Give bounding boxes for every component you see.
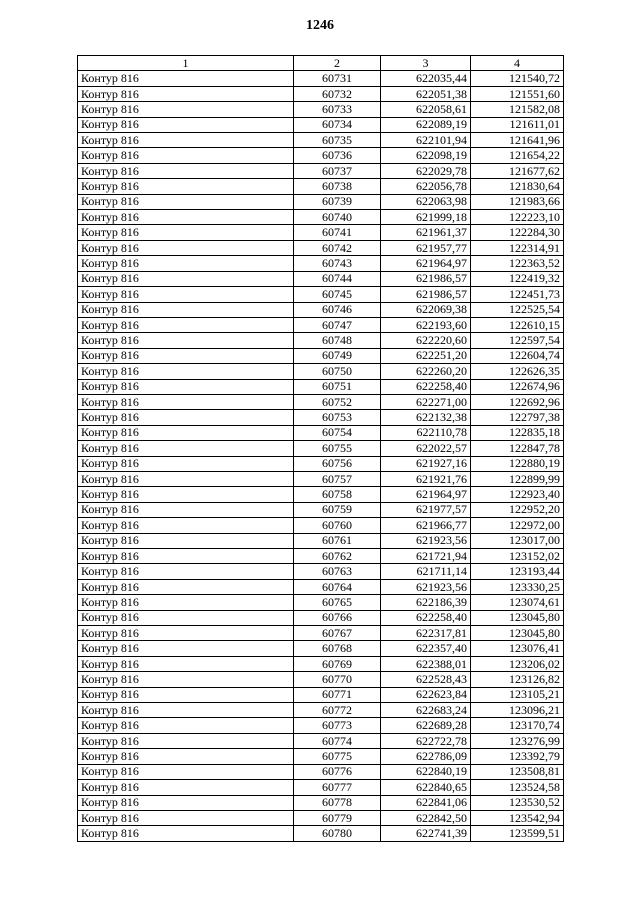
contour-name-cell: Контур 816: [78, 102, 294, 117]
y-coordinate-cell: 123193,44: [471, 564, 564, 579]
table-row: [78, 826, 564, 841]
point-number-cell: 60732: [294, 86, 381, 101]
x-coordinate-cell: 622132,38: [381, 410, 471, 425]
point-number-cell: 60743: [294, 256, 381, 271]
y-coordinate-cell: 122899,99: [471, 471, 564, 486]
point-number-cell: 60755: [294, 441, 381, 456]
contour-name-cell: Контур 816: [78, 210, 294, 225]
point-number-cell: 60760: [294, 518, 381, 533]
table-row: [78, 287, 564, 302]
x-coordinate-cell: 622528,43: [381, 672, 471, 687]
table-row: [78, 749, 564, 764]
y-coordinate-cell: 123152,02: [471, 549, 564, 564]
y-coordinate-cell: 122419,32: [471, 271, 564, 286]
y-coordinate-cell: 122597,54: [471, 333, 564, 348]
y-coordinate-cell: 121677,62: [471, 163, 564, 178]
x-coordinate-cell: 622058,61: [381, 102, 471, 117]
contour-name-cell: Контур 816: [78, 71, 294, 86]
x-coordinate-cell: 621923,56: [381, 533, 471, 548]
table-row: [78, 810, 564, 825]
contour-name-cell: Контур 816: [78, 225, 294, 240]
table-row: [78, 733, 564, 748]
point-number-cell: 60749: [294, 348, 381, 363]
point-number-cell: 60763: [294, 564, 381, 579]
x-coordinate-cell: 622786,09: [381, 749, 471, 764]
y-coordinate-cell: 122847,78: [471, 441, 564, 456]
point-number-cell: 60752: [294, 394, 381, 409]
table-row: [78, 194, 564, 209]
contour-name-cell: Контур 816: [78, 410, 294, 425]
table-header-row: [78, 56, 564, 71]
contour-name-cell: Контур 816: [78, 287, 294, 302]
table-row: [78, 271, 564, 286]
y-coordinate-cell: 121983,66: [471, 194, 564, 209]
contour-name-cell: Контур 816: [78, 117, 294, 132]
x-coordinate-cell: 621721,94: [381, 549, 471, 564]
table-row: [78, 502, 564, 517]
y-coordinate-cell: 122451,73: [471, 287, 564, 302]
table-row: [78, 672, 564, 687]
contour-name-cell: Контур 816: [78, 564, 294, 579]
x-coordinate-cell: 621711,14: [381, 564, 471, 579]
y-coordinate-cell: 122363,52: [471, 256, 564, 271]
table-row: [78, 333, 564, 348]
x-coordinate-cell: 621964,97: [381, 256, 471, 271]
contour-name-cell: Контур 816: [78, 471, 294, 486]
x-coordinate-cell: 622840,19: [381, 764, 471, 779]
y-coordinate-cell: 123524,58: [471, 780, 564, 795]
x-coordinate-cell: 622186,39: [381, 595, 471, 610]
y-coordinate-cell: 122674,96: [471, 379, 564, 394]
x-coordinate-cell: 621986,57: [381, 271, 471, 286]
y-coordinate-cell: 123276,99: [471, 733, 564, 748]
point-number-cell: 60748: [294, 333, 381, 348]
column-header-3: 3: [381, 56, 471, 71]
x-coordinate-cell: 622089,19: [381, 117, 471, 132]
contour-name-cell: Контур 816: [78, 749, 294, 764]
table-body: [78, 71, 564, 841]
page-number: 1246: [306, 18, 334, 33]
table-row: [78, 225, 564, 240]
contour-name-cell: Контур 816: [78, 595, 294, 610]
table-row: [78, 718, 564, 733]
table-row: [78, 425, 564, 440]
point-number-cell: 60734: [294, 117, 381, 132]
table-row: [78, 703, 564, 718]
x-coordinate-cell: 621921,76: [381, 471, 471, 486]
point-number-cell: 60751: [294, 379, 381, 394]
x-coordinate-cell: 621927,16: [381, 456, 471, 471]
y-coordinate-cell: 123330,25: [471, 579, 564, 594]
table-row: [78, 256, 564, 271]
point-number-cell: 60739: [294, 194, 381, 209]
contour-name-cell: Контур 816: [78, 672, 294, 687]
point-number-cell: 60741: [294, 225, 381, 240]
y-coordinate-cell: 122314,91: [471, 240, 564, 255]
point-number-cell: 60767: [294, 626, 381, 641]
contour-name-cell: Контур 816: [78, 86, 294, 101]
table-row: [78, 148, 564, 163]
contour-name-cell: Контур 816: [78, 502, 294, 517]
table-row: [78, 302, 564, 317]
x-coordinate-cell: 622842,50: [381, 810, 471, 825]
table-row: [78, 71, 564, 86]
table-row: [78, 441, 564, 456]
y-coordinate-cell: 121582,08: [471, 102, 564, 117]
table-row: [78, 626, 564, 641]
x-coordinate-cell: 622357,40: [381, 641, 471, 656]
point-number-cell: 60777: [294, 780, 381, 795]
table-row: [78, 595, 564, 610]
point-number-cell: 60757: [294, 471, 381, 486]
contour-name-cell: Контур 816: [78, 456, 294, 471]
contour-name-cell: Контур 816: [78, 487, 294, 502]
y-coordinate-cell: 123508,81: [471, 764, 564, 779]
table-row: [78, 656, 564, 671]
x-coordinate-cell: 622840,65: [381, 780, 471, 795]
table-row: [78, 780, 564, 795]
contour-name-cell: Контур 816: [78, 364, 294, 379]
table-row: [78, 163, 564, 178]
x-coordinate-cell: 622063,98: [381, 194, 471, 209]
y-coordinate-cell: 121551,60: [471, 86, 564, 101]
table-row: [78, 471, 564, 486]
x-coordinate-cell: 622051,38: [381, 86, 471, 101]
table-row: [78, 533, 564, 548]
y-coordinate-cell: 122525,54: [471, 302, 564, 317]
point-number-cell: 60770: [294, 672, 381, 687]
contour-name-cell: Контур 816: [78, 348, 294, 363]
contour-name-cell: Контур 816: [78, 379, 294, 394]
table-row: [78, 86, 564, 101]
table-row: [78, 102, 564, 117]
x-coordinate-cell: 622101,94: [381, 133, 471, 148]
y-coordinate-cell: 123392,79: [471, 749, 564, 764]
contour-name-cell: Контур 816: [78, 656, 294, 671]
table-row: [78, 348, 564, 363]
table-row: [78, 317, 564, 332]
point-number-cell: 60775: [294, 749, 381, 764]
column-header-2: 2: [294, 56, 381, 71]
contour-name-cell: Контур 816: [78, 764, 294, 779]
table-row: [78, 641, 564, 656]
contour-name-cell: Контур 816: [78, 549, 294, 564]
point-number-cell: 60731: [294, 71, 381, 86]
x-coordinate-cell: 622741,39: [381, 826, 471, 841]
y-coordinate-cell: 122835,18: [471, 425, 564, 440]
y-coordinate-cell: 123074,61: [471, 595, 564, 610]
x-coordinate-cell: 622220,60: [381, 333, 471, 348]
y-coordinate-cell: 122604,74: [471, 348, 564, 363]
point-number-cell: 60759: [294, 502, 381, 517]
x-coordinate-cell: 622029,78: [381, 163, 471, 178]
contour-name-cell: Контур 816: [78, 394, 294, 409]
x-coordinate-cell: 622722,78: [381, 733, 471, 748]
point-number-cell: 60771: [294, 687, 381, 702]
contour-name-cell: Контур 816: [78, 579, 294, 594]
point-number-cell: 60779: [294, 810, 381, 825]
table-row: [78, 456, 564, 471]
contour-name-cell: Контур 816: [78, 533, 294, 548]
contour-name-cell: Контур 816: [78, 780, 294, 795]
table-row: [78, 179, 564, 194]
x-coordinate-cell: 621999,18: [381, 210, 471, 225]
y-coordinate-cell: 123045,80: [471, 626, 564, 641]
contour-name-cell: Контур 816: [78, 179, 294, 194]
contour-name-cell: Контур 816: [78, 317, 294, 332]
contour-name-cell: Контур 816: [78, 687, 294, 702]
table-row: [78, 210, 564, 225]
table-row: [78, 240, 564, 255]
contour-name-cell: Контур 816: [78, 810, 294, 825]
y-coordinate-cell: 122880,19: [471, 456, 564, 471]
y-coordinate-cell: 123206,02: [471, 656, 564, 671]
contour-name-cell: Контур 816: [78, 256, 294, 271]
x-coordinate-cell: 622056,78: [381, 179, 471, 194]
table-row: [78, 133, 564, 148]
x-coordinate-cell: 622689,28: [381, 718, 471, 733]
table-row: [78, 610, 564, 625]
table-row: [78, 549, 564, 564]
x-coordinate-cell: 622035,44: [381, 71, 471, 86]
y-coordinate-cell: 121654,22: [471, 148, 564, 163]
x-coordinate-cell: 622251,20: [381, 348, 471, 363]
x-coordinate-cell: 622623,84: [381, 687, 471, 702]
y-coordinate-cell: 123542,94: [471, 810, 564, 825]
y-coordinate-cell: 123126,82: [471, 672, 564, 687]
x-coordinate-cell: 621923,56: [381, 579, 471, 594]
y-coordinate-cell: 122610,15: [471, 317, 564, 332]
x-coordinate-cell: 622258,40: [381, 379, 471, 394]
y-coordinate-cell: 123530,52: [471, 795, 564, 810]
x-coordinate-cell: 621964,97: [381, 487, 471, 502]
y-coordinate-cell: 123045,80: [471, 610, 564, 625]
x-coordinate-cell: 622022,57: [381, 441, 471, 456]
table-row: [78, 394, 564, 409]
table-row: [78, 410, 564, 425]
y-coordinate-cell: 122923,40: [471, 487, 564, 502]
y-coordinate-cell: 123017,00: [471, 533, 564, 548]
table-row: [78, 487, 564, 502]
contour-name-cell: Контур 816: [78, 240, 294, 255]
contour-name-cell: Контур 816: [78, 425, 294, 440]
contour-name-cell: Контур 816: [78, 441, 294, 456]
contour-name-cell: Контур 816: [78, 795, 294, 810]
point-number-cell: 60762: [294, 549, 381, 564]
y-coordinate-cell: 122972,00: [471, 518, 564, 533]
point-number-cell: 60769: [294, 656, 381, 671]
point-number-cell: 60746: [294, 302, 381, 317]
x-coordinate-cell: 622260,20: [381, 364, 471, 379]
x-coordinate-cell: 621977,57: [381, 502, 471, 517]
point-number-cell: 60737: [294, 163, 381, 178]
contour-name-cell: Контур 816: [78, 826, 294, 841]
y-coordinate-cell: 122692,96: [471, 394, 564, 409]
y-coordinate-cell: 123170,74: [471, 718, 564, 733]
x-coordinate-cell: 622098,19: [381, 148, 471, 163]
x-coordinate-cell: 622271,00: [381, 394, 471, 409]
point-number-cell: 60766: [294, 610, 381, 625]
point-number-cell: 60736: [294, 148, 381, 163]
y-coordinate-cell: 121540,72: [471, 71, 564, 86]
point-number-cell: 60742: [294, 240, 381, 255]
contour-name-cell: Контур 816: [78, 518, 294, 533]
contour-name-cell: Контур 816: [78, 703, 294, 718]
point-number-cell: 60768: [294, 641, 381, 656]
column-header-1: 1: [78, 56, 294, 71]
contour-name-cell: Контур 816: [78, 133, 294, 148]
table-row: [78, 564, 564, 579]
point-number-cell: 60761: [294, 533, 381, 548]
point-number-cell: 60778: [294, 795, 381, 810]
point-number-cell: 60776: [294, 764, 381, 779]
column-header-4: 4: [471, 56, 564, 71]
x-coordinate-cell: 621986,57: [381, 287, 471, 302]
table-row: [78, 117, 564, 132]
table-row: [78, 687, 564, 702]
y-coordinate-cell: 122626,35: [471, 364, 564, 379]
contour-name-cell: Контур 816: [78, 271, 294, 286]
x-coordinate-cell: 622841,06: [381, 795, 471, 810]
point-number-cell: 60772: [294, 703, 381, 718]
contour-name-cell: Контур 816: [78, 718, 294, 733]
point-number-cell: 60733: [294, 102, 381, 117]
table-row: [78, 379, 564, 394]
y-coordinate-cell: 122797,38: [471, 410, 564, 425]
y-coordinate-cell: 122284,30: [471, 225, 564, 240]
table-row: [78, 579, 564, 594]
contour-name-cell: Контур 816: [78, 610, 294, 625]
y-coordinate-cell: 122223,10: [471, 210, 564, 225]
point-number-cell: 60780: [294, 826, 381, 841]
y-coordinate-cell: 123105,21: [471, 687, 564, 702]
y-coordinate-cell: 123096,21: [471, 703, 564, 718]
x-coordinate-cell: 622069,38: [381, 302, 471, 317]
y-coordinate-cell: 121641,96: [471, 133, 564, 148]
table-row: [78, 795, 564, 810]
point-number-cell: 60747: [294, 317, 381, 332]
x-coordinate-cell: 621957,77: [381, 240, 471, 255]
coordinates-table: [77, 55, 564, 842]
contour-name-cell: Контур 816: [78, 333, 294, 348]
contour-name-cell: Контур 816: [78, 148, 294, 163]
x-coordinate-cell: 622317,81: [381, 626, 471, 641]
y-coordinate-cell: 121611,01: [471, 117, 564, 132]
point-number-cell: 60753: [294, 410, 381, 425]
point-number-cell: 60774: [294, 733, 381, 748]
point-number-cell: 60740: [294, 210, 381, 225]
table-row: [78, 518, 564, 533]
x-coordinate-cell: 622388,01: [381, 656, 471, 671]
x-coordinate-cell: 622193,60: [381, 317, 471, 332]
x-coordinate-cell: 621966,77: [381, 518, 471, 533]
table-row: [78, 764, 564, 779]
point-number-cell: 60756: [294, 456, 381, 471]
y-coordinate-cell: 121830,64: [471, 179, 564, 194]
table-row: [78, 364, 564, 379]
point-number-cell: 60750: [294, 364, 381, 379]
contour-name-cell: Контур 816: [78, 626, 294, 641]
y-coordinate-cell: 123599,51: [471, 826, 564, 841]
point-number-cell: 60773: [294, 718, 381, 733]
point-number-cell: 60745: [294, 287, 381, 302]
contour-name-cell: Контур 816: [78, 641, 294, 656]
point-number-cell: 60765: [294, 595, 381, 610]
contour-name-cell: Контур 816: [78, 163, 294, 178]
point-number-cell: 60738: [294, 179, 381, 194]
contour-name-cell: Контур 816: [78, 733, 294, 748]
contour-name-cell: Контур 816: [78, 194, 294, 209]
point-number-cell: 60744: [294, 271, 381, 286]
point-number-cell: 60758: [294, 487, 381, 502]
x-coordinate-cell: 622258,40: [381, 610, 471, 625]
contour-name-cell: Контур 816: [78, 302, 294, 317]
point-number-cell: 60754: [294, 425, 381, 440]
x-coordinate-cell: 622683,24: [381, 703, 471, 718]
point-number-cell: 60764: [294, 579, 381, 594]
point-number-cell: 60735: [294, 133, 381, 148]
x-coordinate-cell: 622110,78: [381, 425, 471, 440]
y-coordinate-cell: 122952,20: [471, 502, 564, 517]
x-coordinate-cell: 621961,37: [381, 225, 471, 240]
y-coordinate-cell: 123076,41: [471, 641, 564, 656]
